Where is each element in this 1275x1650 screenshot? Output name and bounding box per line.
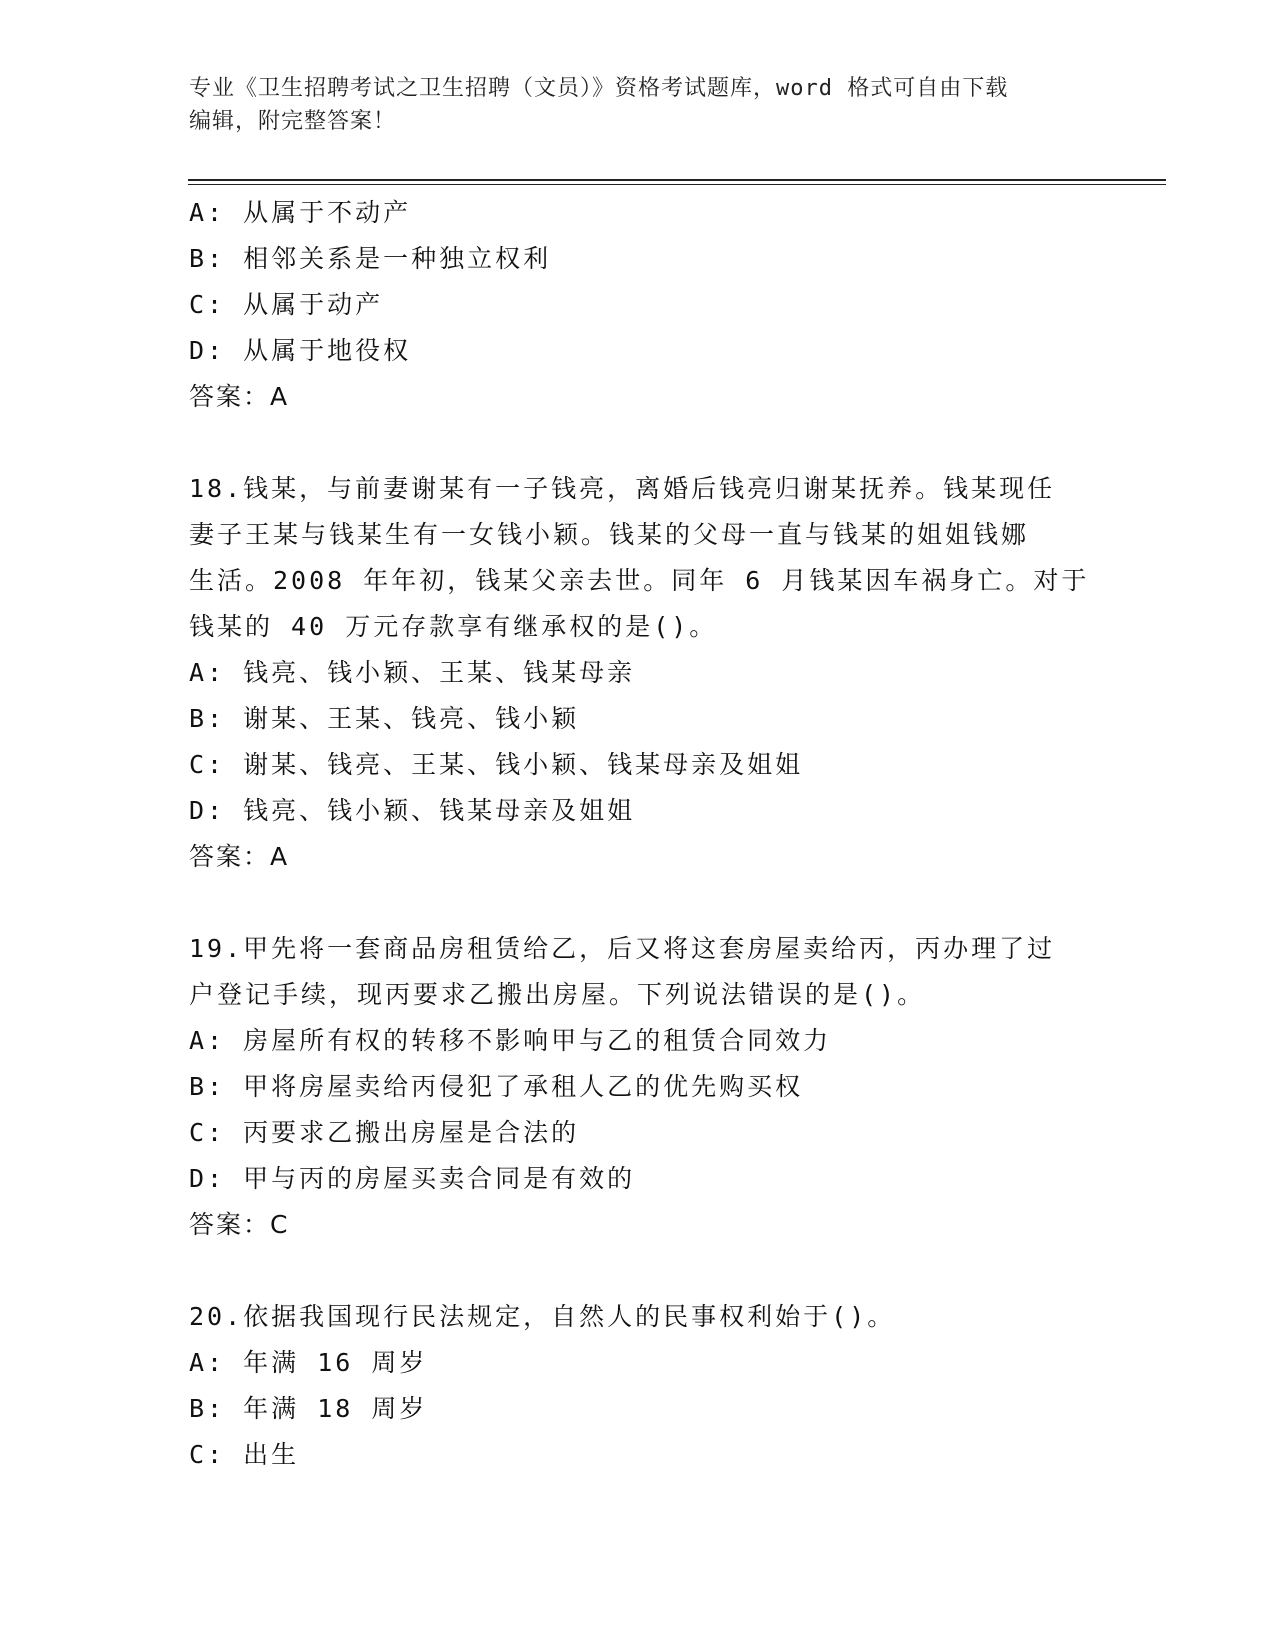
header-divider-thick [188, 179, 1166, 181]
question-stem-line: 户登记手续，现丙要求乙搬出房屋。下列说法错误的是()。 [189, 980, 926, 1009]
question-stem-line: 生活。2008 年年初，钱某父亲去世。同年 6 月钱某因车祸身亡。对于 [189, 566, 1090, 595]
document-header [189, 72, 1089, 138]
option-b: B: 年满 18 周岁 [189, 1394, 428, 1423]
question-stem-line: 20.依据我国现行民法规定，自然人的民事权利始于()。 [189, 1302, 896, 1331]
question-content [189, 190, 1129, 1478]
option-d: D: 从属于地役权 [189, 336, 412, 365]
option-a: A: 年满 16 周岁 [189, 1348, 428, 1377]
question-stem-line: 18.钱某，与前妻谢某有一子钱亮，离婚后钱亮归谢某抚养。钱某现任 [189, 474, 1056, 503]
option-b: B: 谢某、王某、钱亮、钱小颖 [189, 704, 580, 733]
question-17-continued [189, 190, 1129, 420]
answer-line: 答案：C [189, 1210, 290, 1239]
answer-line: 答案：A [189, 382, 290, 411]
header-line-1: 专业《卫生招聘考试之卫生招聘（文员）》资格考试题库，word 格式可自由下载 [189, 76, 1009, 101]
option-c: C: 谢某、钱亮、王某、钱小颖、钱某母亲及姐姐 [189, 750, 804, 779]
spacer [189, 1248, 1129, 1294]
option-d: D: 甲与丙的房屋买卖合同是有效的 [189, 1164, 636, 1193]
spacer [189, 420, 1129, 466]
option-b: B: 相邻关系是一种独立权利 [189, 244, 552, 273]
question-19 [189, 926, 1129, 1248]
option-a: A: 钱亮、钱小颖、王某、钱某母亲 [189, 658, 636, 687]
option-a: A: 从属于不动产 [189, 198, 412, 227]
question-20 [189, 1294, 1129, 1478]
question-stem-line: 19.甲先将一套商品房租赁给乙，后又将这套房屋卖给丙，丙办理了过 [189, 934, 1056, 963]
header-line-2: 编辑，附完整答案！ [189, 109, 397, 134]
header-divider-thin [188, 184, 1166, 185]
option-d: D: 钱亮、钱小颖、钱某母亲及姐姐 [189, 796, 636, 825]
answer-line: 答案：A [189, 842, 290, 871]
spacer [189, 880, 1129, 926]
question-stem-line: 钱某的 40 万元存款享有继承权的是()。 [189, 612, 718, 641]
question-stem-line: 妻子王某与钱某生有一女钱小颖。钱某的父母一直与钱某的姐姐钱娜 [189, 520, 1030, 549]
option-c: C: 丙要求乙搬出房屋是合法的 [189, 1118, 580, 1147]
question-18 [189, 466, 1129, 880]
option-a: A: 房屋所有权的转移不影响甲与乙的租赁合同效力 [189, 1026, 832, 1055]
option-b: B: 甲将房屋卖给丙侵犯了承租人乙的优先购买权 [189, 1072, 804, 1101]
option-c: C: 出生 [189, 1440, 300, 1469]
option-c: C: 从属于动产 [189, 290, 384, 319]
